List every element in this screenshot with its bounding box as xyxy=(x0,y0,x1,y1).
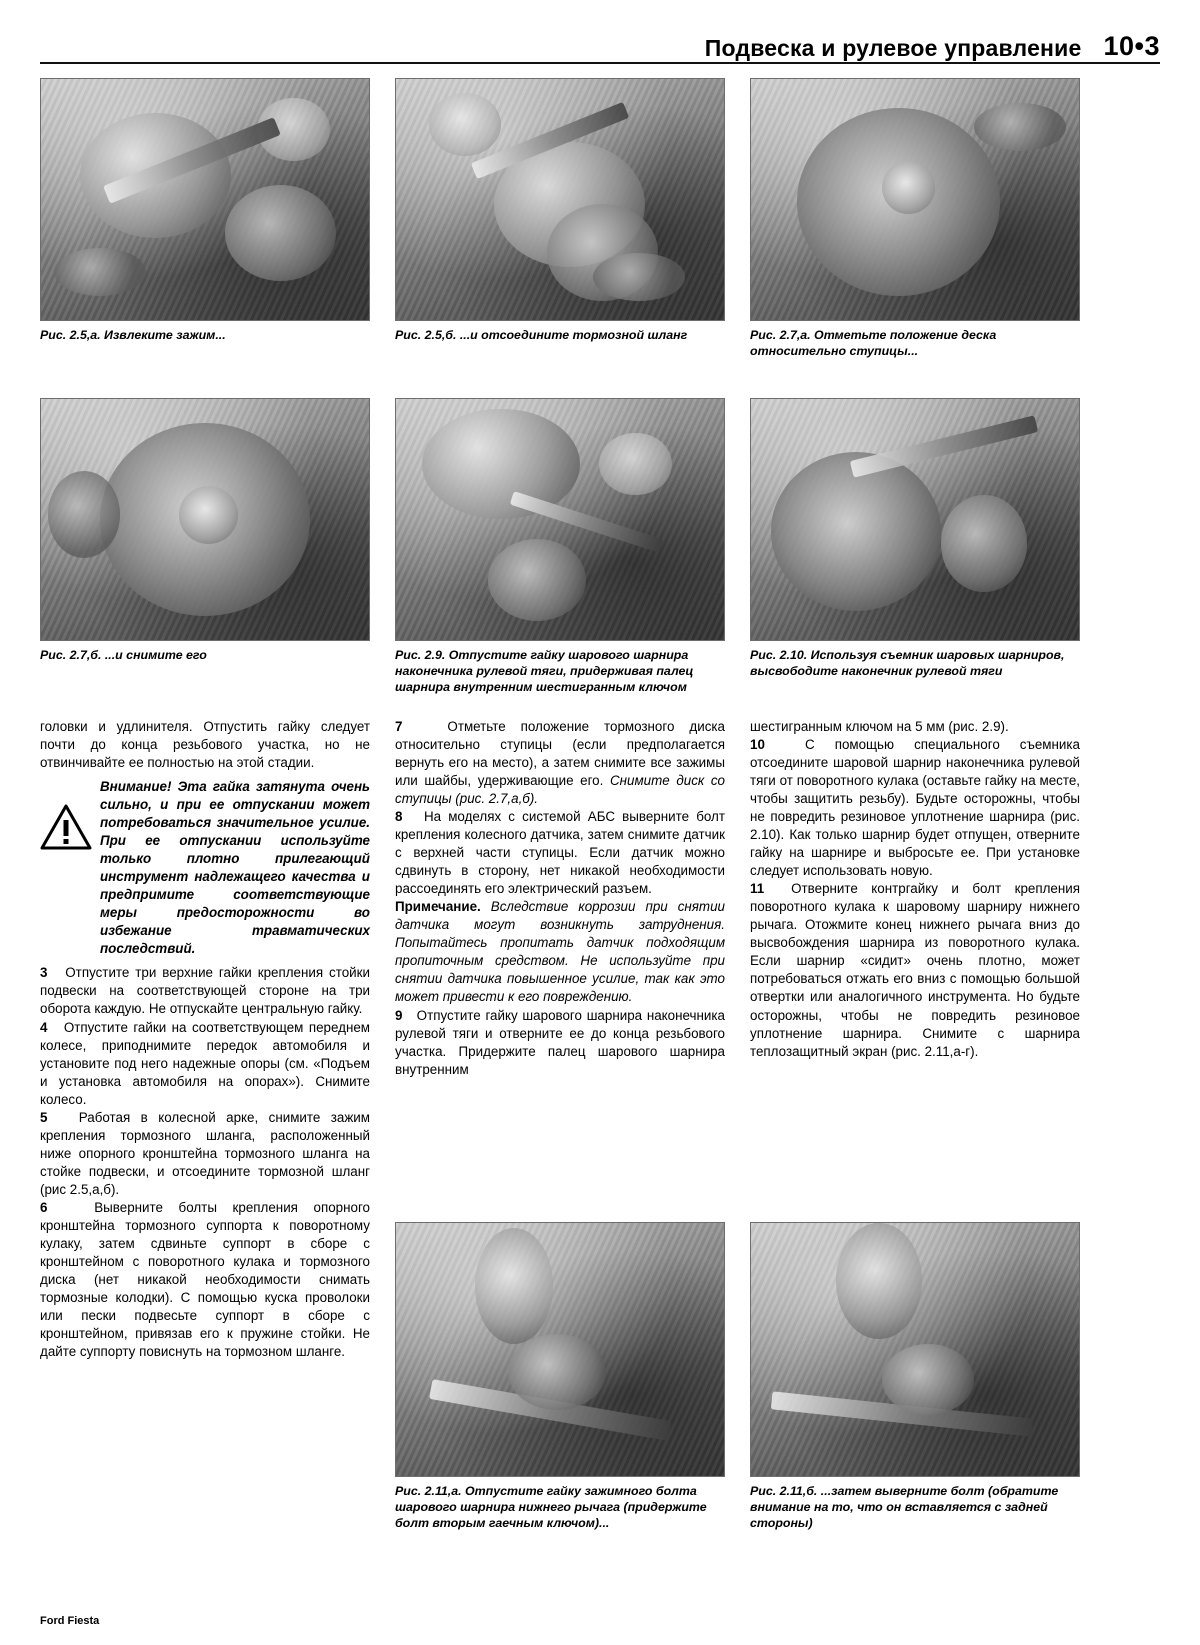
figure-2-7a xyxy=(750,78,1080,360)
figure-2-11b xyxy=(750,1222,1080,1532)
column-middle xyxy=(395,718,725,1079)
figure-2-10-photo xyxy=(750,398,1080,641)
left-item-3-text: Отпустите три верхние гайки крепления стойки подвески на соответствующей стороне на три оборота каждую. Не отпускайте центральную гайку. xyxy=(40,965,370,1017)
right-continuation: шестигранным ключом на 5 мм (рис. 2.9). xyxy=(750,719,1009,734)
figure-2-5b-caption: Рис. 2.5,б. ...и отсоедините тормозной шланг xyxy=(395,328,688,342)
left-item-4-number: 4 xyxy=(40,1019,48,1035)
middle-item-7-number: 7 xyxy=(395,719,403,734)
left-item-5 xyxy=(40,1109,370,1199)
figure-2-9 xyxy=(395,398,725,696)
figure-2-10 xyxy=(750,398,1080,680)
figure-2-7b xyxy=(40,398,370,664)
figure-2-5b-photo xyxy=(395,78,725,321)
left-item-6-number: 6 xyxy=(40,1199,48,1215)
middle-item-7 xyxy=(395,718,725,808)
column-right xyxy=(750,718,1080,1061)
figure-2-11a-photo xyxy=(395,1222,725,1477)
figure-2-7b-caption: Рис. 2.7,б. ...и снимите его xyxy=(40,648,207,662)
page-title: Подвеска и рулевое управление xyxy=(704,35,1082,61)
middle-item-8 xyxy=(395,808,725,898)
figure-2-7b-photo xyxy=(40,398,370,641)
left-intro-paragraph: головки и удлинителя. Отпустить гайку следует почти до конца резьбового участка, но не отвинчивайте ее полностью на этой стадии. xyxy=(40,719,370,771)
left-item-3-number: 3 xyxy=(40,965,48,981)
left-item-3 xyxy=(40,964,370,1018)
figure-2-5a-photo xyxy=(40,78,370,321)
middle-note-label: Примечание. xyxy=(395,899,481,915)
figure-2-11a xyxy=(395,1222,725,1532)
middle-note-text: Вследствие коррозии при снятии датчика могут возникнуть затруднения. Попытайтесь пропитать датчик подходящим пропиточным средством. Не используйте при снятии датчика повышенное усилие, так как это может привести к его повреждению. xyxy=(395,899,725,1005)
figure-2-10-caption: Рис. 2.10. Используя съемник шаровых шарниров, высвободите наконечник рулевой тяги xyxy=(750,648,1065,678)
figure-2-7a-photo xyxy=(750,78,1080,321)
middle-item-8-number: 8 xyxy=(395,809,403,825)
middle-item-7-text: Отметьте положение тормозного диска относительно ступицы (если предполагается вернуть его на место), а затем снимите все зажимы или шайбы, удерживающие его. xyxy=(395,719,725,789)
right-item-10-text: С помощью специального съемника отсоедините шаровой шарнир наконечника рулевой тяги от поворотного кулака (оставьте гайку на месте, чтобы защитить резьбу). Будьте осторожны, чтобы не повредить резиновое уплотнение шарнира (рис. 2.10). Как только шарнир будет отпущен, отверните гайку на шарнире и выбросьте ее. При установке следует использовать новую. xyxy=(750,737,1080,879)
right-item-10-number: 10 xyxy=(750,737,765,753)
left-item-6 xyxy=(40,1199,370,1361)
figure-2-5b xyxy=(395,78,725,344)
figure-2-9-photo xyxy=(395,398,725,641)
left-item-5-text: Работая в колесной арке, снимите зажим крепления тормозного шланга, расположенный ниже опорного кронштейна тормозного шланга на стойке подвески, и отсоедините тормозной шланг (рис 2.5,а,б). xyxy=(40,1109,370,1197)
figure-2-7a-caption: Рис. 2.7,а. Отметьте положение деска относительно ступицы... xyxy=(750,328,997,358)
left-item-4 xyxy=(40,1019,370,1109)
figure-2-5a-caption: Рис. 2.5,а. Извлеките зажим... xyxy=(40,328,226,342)
column-left xyxy=(40,718,370,1361)
middle-item-8-text: На моделях с системой АБС выверните болт крепления колесного датчика, затем снимите датчик с верхней части ступицы. Если датчик можно сдвинуть в сторону, нет никакой необходимости рассоединять его электрический разъем. xyxy=(395,809,725,897)
left-item-5-number: 5 xyxy=(40,1109,48,1125)
middle-item-7-tail: Снимите диск со ступицы (рис. 2.7,а,б). xyxy=(395,773,725,807)
middle-item-9 xyxy=(395,1007,725,1079)
figure-2-11b-photo xyxy=(750,1222,1080,1477)
figure-2-11a-caption: Рис. 2.11,а. Отпустите гайку зажимного болта шарового шарнира нижнего рычага (придержите болт вторым гаечным ключом)... xyxy=(395,1484,707,1530)
footer-book-title: Ford Fiesta xyxy=(40,1615,100,1627)
middle-item-9-number: 9 xyxy=(395,1007,403,1023)
left-item-6-text: Выверните болты крепления опорного кронштейна тормозного суппорта к поворотному кулаку, затем сдвиньте суппорт в сборе с кронштейном с поворотного кулака и тормозного диска (нет никакой необходимости снимать тормозные колодки). С помощью куска проволоки или пески подвесьте суппорт в сборе с кронштейном, привязав его к пружине стойки. Не дайте суппорту повиснуть на тормозном шланге. xyxy=(40,1199,370,1360)
figure-2-5a xyxy=(40,78,370,344)
right-item-10 xyxy=(750,736,1080,880)
warning-box xyxy=(40,778,370,958)
middle-note xyxy=(395,898,725,1006)
page-number: 10•3 xyxy=(1103,31,1160,61)
figure-2-11b-caption: Рис. 2.11,б. ...затем выверните болт (обратите внимание на то, что он вставляется с задней стороны) xyxy=(750,1484,1059,1530)
left-item-4-text: Отпустите гайки на соответствующем переднем колесе, приподнимите передок автомобиля и установите под него надежные опоры (см. «Подъем и установка автомобиля на опорах»). Снимите колесо. xyxy=(40,1019,370,1107)
middle-item-9-text: Отпустите гайку шарового шарнира наконечника рулевой тяги и отверните ее до конца резьбового участка. Придержите палец шарового шарнира внутренним xyxy=(395,1007,725,1077)
right-item-11-text: Отверните контргайку и болт крепления поворотного кулака к шаровому шарниру нижнего рычага. Отожмите конец нижнего рычага вниз до высвобождения шарнира из поворотного кулака. Если шарнир «сидит» очень плотно, может потребоваться отжать его вниз с помощью большой отвертки или аналогичного инструмента. Но будьте осторожны, чтобы не повредить резиновое уплотнение шарнира. Снимите с шарнира теплозащитный экран (рис. 2.11,а-г). xyxy=(750,881,1080,1059)
warning-triangle-icon xyxy=(40,804,92,850)
right-item-11-number: 11 xyxy=(750,881,765,897)
page-header xyxy=(40,18,1160,62)
warning-text: Внимание! Эта гайка затянута очень сильно, и при ее отпускании может потребоваться значительное усилие. При ее отпускании используйте только плотно прилегающий инструмент надлежащего качества и предпримите соответствующие меры предосторожности во избежание травматических последствий. xyxy=(100,779,370,957)
header-rule xyxy=(40,62,1160,64)
right-item-11 xyxy=(750,880,1080,1060)
figure-2-9-caption: Рис. 2.9. Отпустите гайку шарового шарнира наконечника рулевой тяги, придерживая палец шарнира внутренним шестигранным ключом xyxy=(395,648,694,694)
